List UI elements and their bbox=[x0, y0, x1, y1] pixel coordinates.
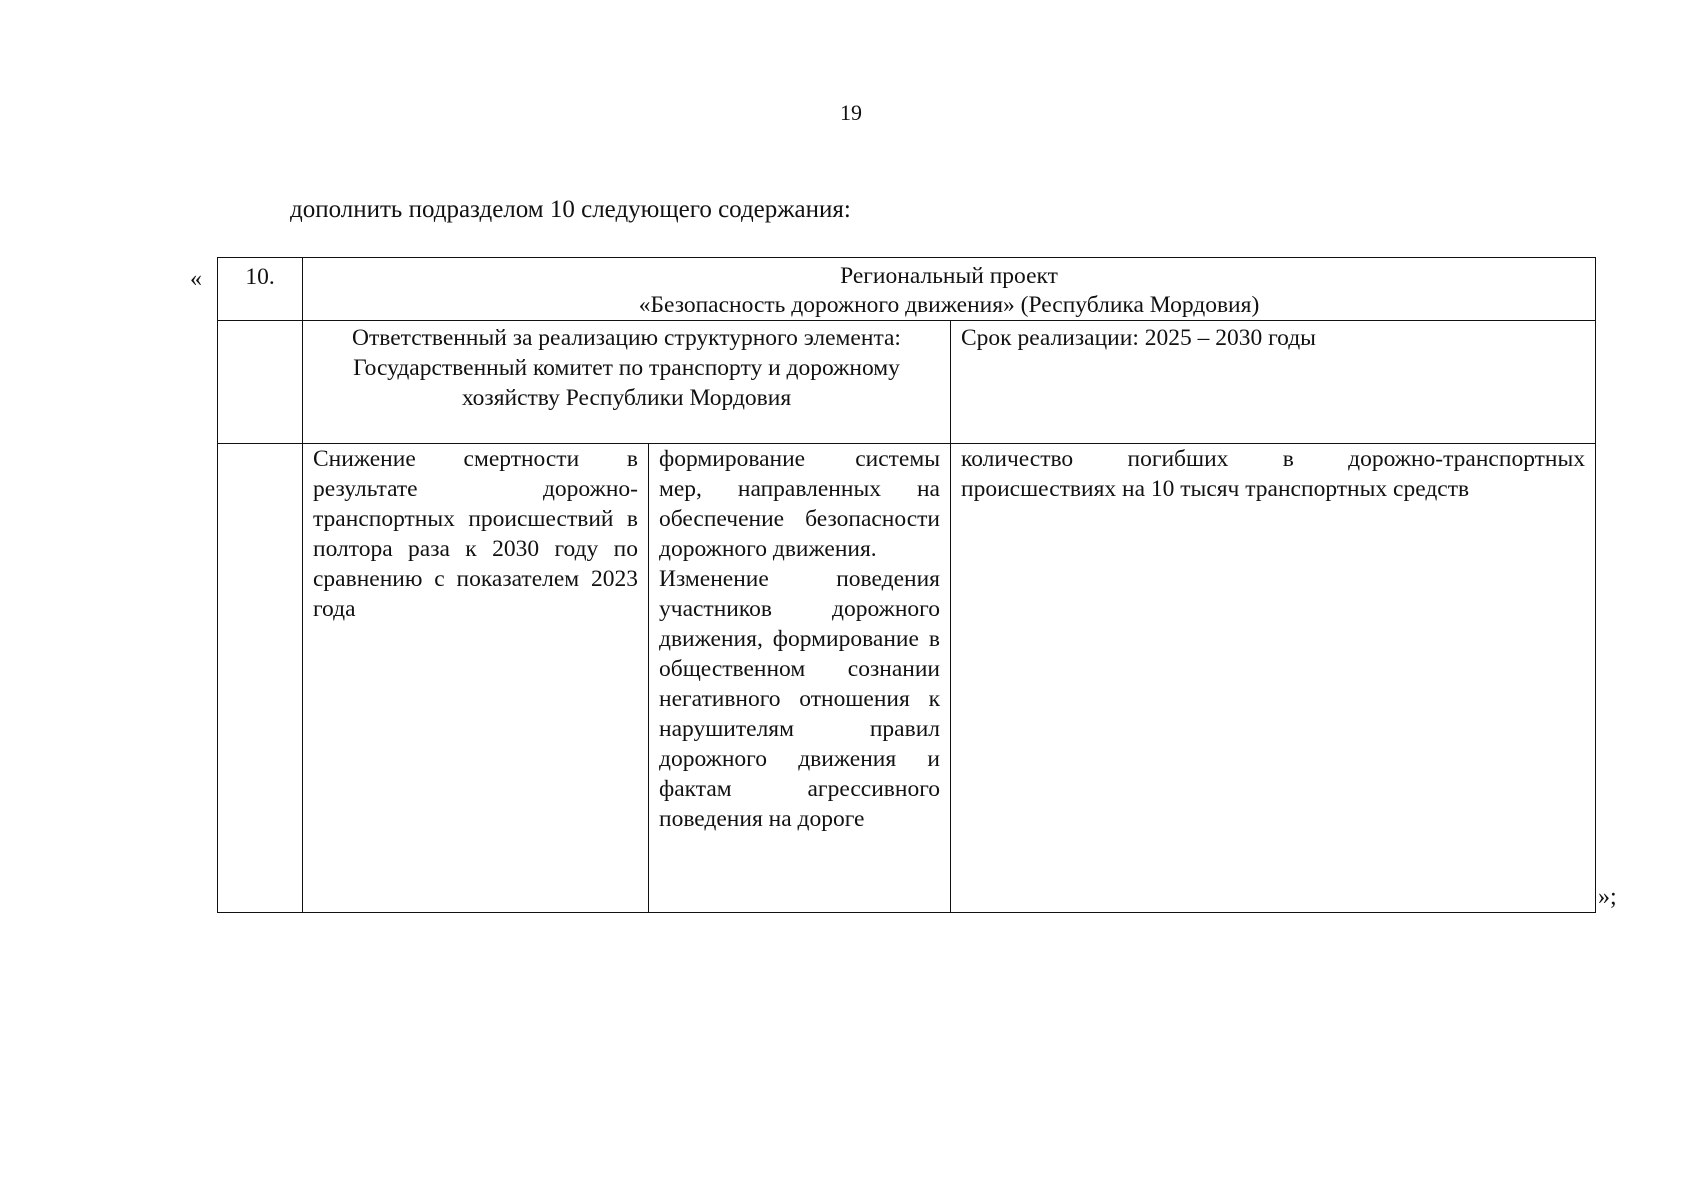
term-cell: Срок реализации: 2025 – 2030 годы bbox=[951, 321, 1596, 444]
regional-project-table bbox=[217, 257, 1596, 913]
empty-number-cell bbox=[218, 444, 303, 913]
project-title-line1: Региональный проект bbox=[840, 263, 1058, 289]
page-number: 19 bbox=[840, 100, 862, 125]
opening-quote: « bbox=[190, 266, 202, 292]
tasks-part2: Изменение поведения участников дорожного движения, формирование в общественном сознании негативного отношения к нарушителям правил дорожного движения и фактам агрессивного поведения на дороге bbox=[659, 566, 940, 832]
tasks-cell bbox=[649, 444, 951, 913]
indicator-cell: количество погибших в дорожно-транспортных происшествиях на 10 тысяч транспортных средств bbox=[951, 444, 1596, 913]
intro-text: дополнить подразделом 10 следующего содержания: bbox=[290, 196, 851, 223]
empty-number-cell bbox=[218, 321, 303, 444]
goal-cell: Снижение смертности в результате дорожно-транспортных происшествий в полтора раза к 2030 году по сравнению с показателем 2023 года bbox=[303, 444, 649, 913]
table-row-responsible bbox=[218, 321, 1596, 444]
project-title-line2: «Безопасность дорожного движения» (Республика Мордовия) bbox=[638, 292, 1260, 318]
table-row-title bbox=[218, 258, 1596, 321]
row-number-cell: 10. bbox=[218, 258, 303, 321]
tasks-part1: формирование системы мер, направленных на обеспечение безопасности дорожного движения. bbox=[659, 446, 940, 562]
closing-quote: »; bbox=[1598, 884, 1617, 910]
table-row-content bbox=[218, 444, 1596, 913]
project-title-cell bbox=[303, 258, 1596, 321]
responsible-cell: Ответственный за реализацию структурного элемента: Государственный комитет по транспорту и дорожному хозяйству Республики Мордовия bbox=[303, 321, 951, 444]
